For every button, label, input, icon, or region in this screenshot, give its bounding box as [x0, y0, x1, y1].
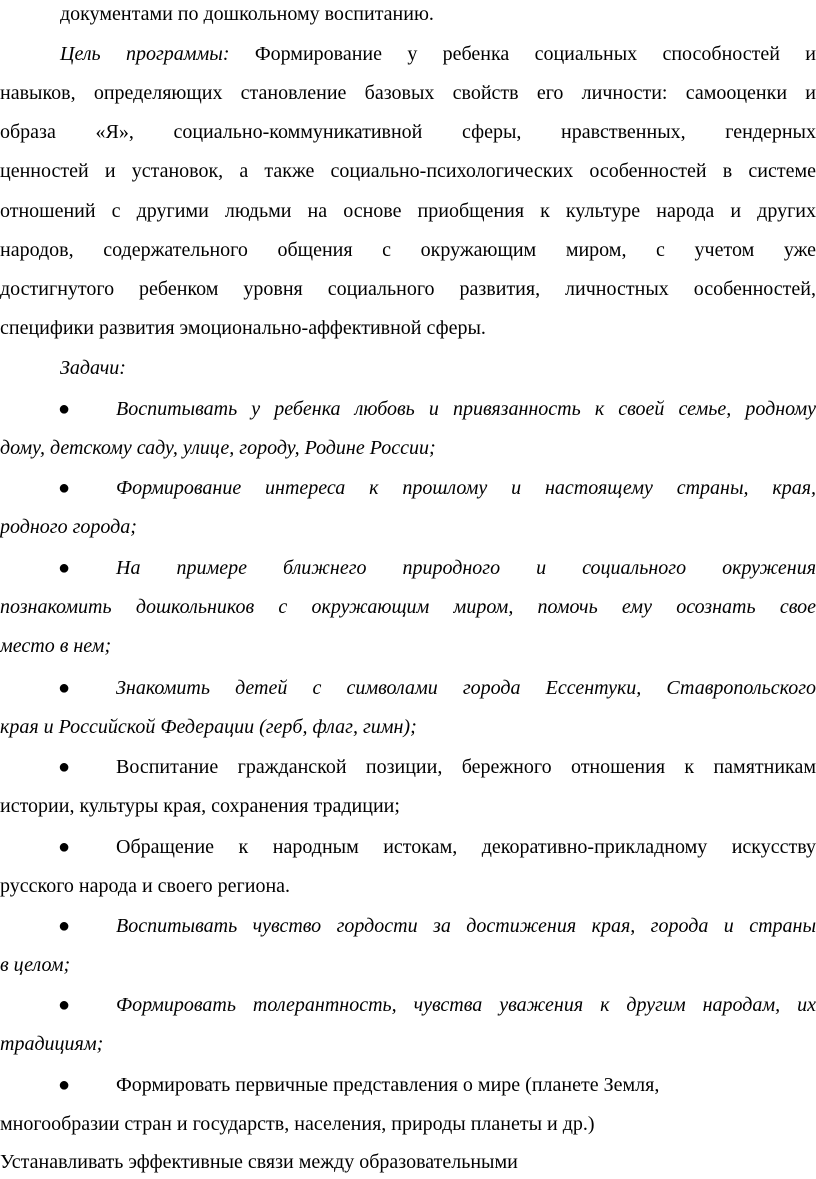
task-2-line-1: родного города;	[0, 516, 137, 538]
task-1-line-1: дому, детскому саду, улице, городу, Родине России;	[0, 437, 436, 459]
next-paragraph-start: Устанавливать эффективные связи между образовательными	[0, 1151, 518, 1173]
goal-first-line	[0, 42, 816, 66]
task-item-9	[0, 1073, 816, 1097]
task-1-line-0: Воспитывать у ребенка любовь и привязанность к своей семье, родному	[116, 398, 816, 420]
goal-label: Цель программы:	[60, 43, 230, 65]
task-3-line-0: На примере ближнего природного и социального окружения	[116, 557, 816, 579]
goal-line-5: народов, содержательного общения с окружающим миром, с учетом уже	[0, 239, 816, 261]
task-item-6	[0, 835, 816, 859]
bullet-icon: ●	[58, 477, 71, 499]
task-9-line-0: Формировать первичные представления о мире (планете Земля,	[116, 1074, 660, 1096]
task-2-line-0: Формирование интереса к прошлому и настоящему страны, края,	[116, 477, 816, 499]
bullet-icon: ●	[58, 915, 71, 937]
task-5-line-0: Воспитание гражданской позиции, бережного отношения к памятникам	[116, 756, 816, 778]
task-3-line-1: познакомить дошкольников с окружающим миром, помочь ему осознать свое	[0, 596, 816, 618]
goal-line-6: достигнутого ребенком уровня социального развития, личностных особенностей,	[0, 278, 816, 300]
bullet-icon: ●	[58, 677, 71, 699]
goal-line-0: Формирование у ребенка социальных способностей и	[254, 43, 816, 65]
task-4-line-1: края и Российской Федерации (герб, флаг, гимн);	[0, 716, 417, 738]
task-5-line-1: истории, культуры края, сохранения традиции;	[0, 795, 400, 817]
bullet-icon: ●	[58, 557, 71, 579]
task-item-5	[0, 755, 816, 779]
goal-line-2: образа «Я», социально-коммуникативной сферы, нравственных, гендерных	[0, 121, 816, 143]
task-3-line-2: место в нем;	[0, 635, 112, 657]
task-item-7	[0, 914, 816, 938]
goal-line-7: специфики развития эмоционально-аффективной сферы.	[0, 317, 486, 339]
task-item-3	[0, 556, 816, 580]
task-8-line-0: Формировать толерантность, чувства уважения к другим народам, их	[116, 994, 816, 1016]
bullet-icon: ●	[58, 1074, 71, 1096]
task-item-8	[0, 993, 816, 1017]
task-6-line-1: русского народа и своего региона.	[0, 875, 291, 897]
bullet-icon: ●	[58, 756, 71, 778]
task-4-line-0: Знакомить детей с символами города Ессентуки, Ставропольского	[116, 677, 816, 699]
task-item-2	[0, 476, 816, 500]
task-8-line-1: традициям;	[0, 1033, 104, 1055]
bullet-icon: ●	[58, 836, 71, 858]
intro-paragraph-tail: документами по дошкольному воспитанию.	[60, 3, 434, 25]
tasks-label: Задачи:	[60, 357, 126, 379]
goal-line-1: навыков, определяющих становление базовых свойств его личности: самооценки и	[0, 82, 816, 104]
task-item-4	[0, 676, 816, 700]
task-7-line-0: Воспитывать чувство гордости за достижения края, города и страны	[116, 915, 816, 937]
goal-line-3: ценностей и установок, а также социально-психологических особенностей в системе	[0, 160, 816, 182]
task-item-1	[0, 397, 816, 421]
goal-line-4: отношений с другими людьми на основе приобщения к культуре народа и других	[0, 200, 816, 222]
task-6-line-0: Обращение к народным истокам, декоративно-прикладному искусству	[116, 836, 816, 858]
task-7-line-1: в целом;	[0, 954, 71, 976]
bullet-icon: ●	[58, 994, 71, 1016]
task-9-line-1: многообразии стран и государств, населения, природы планеты и др.)	[0, 1113, 595, 1135]
bullet-icon: ●	[58, 398, 71, 420]
